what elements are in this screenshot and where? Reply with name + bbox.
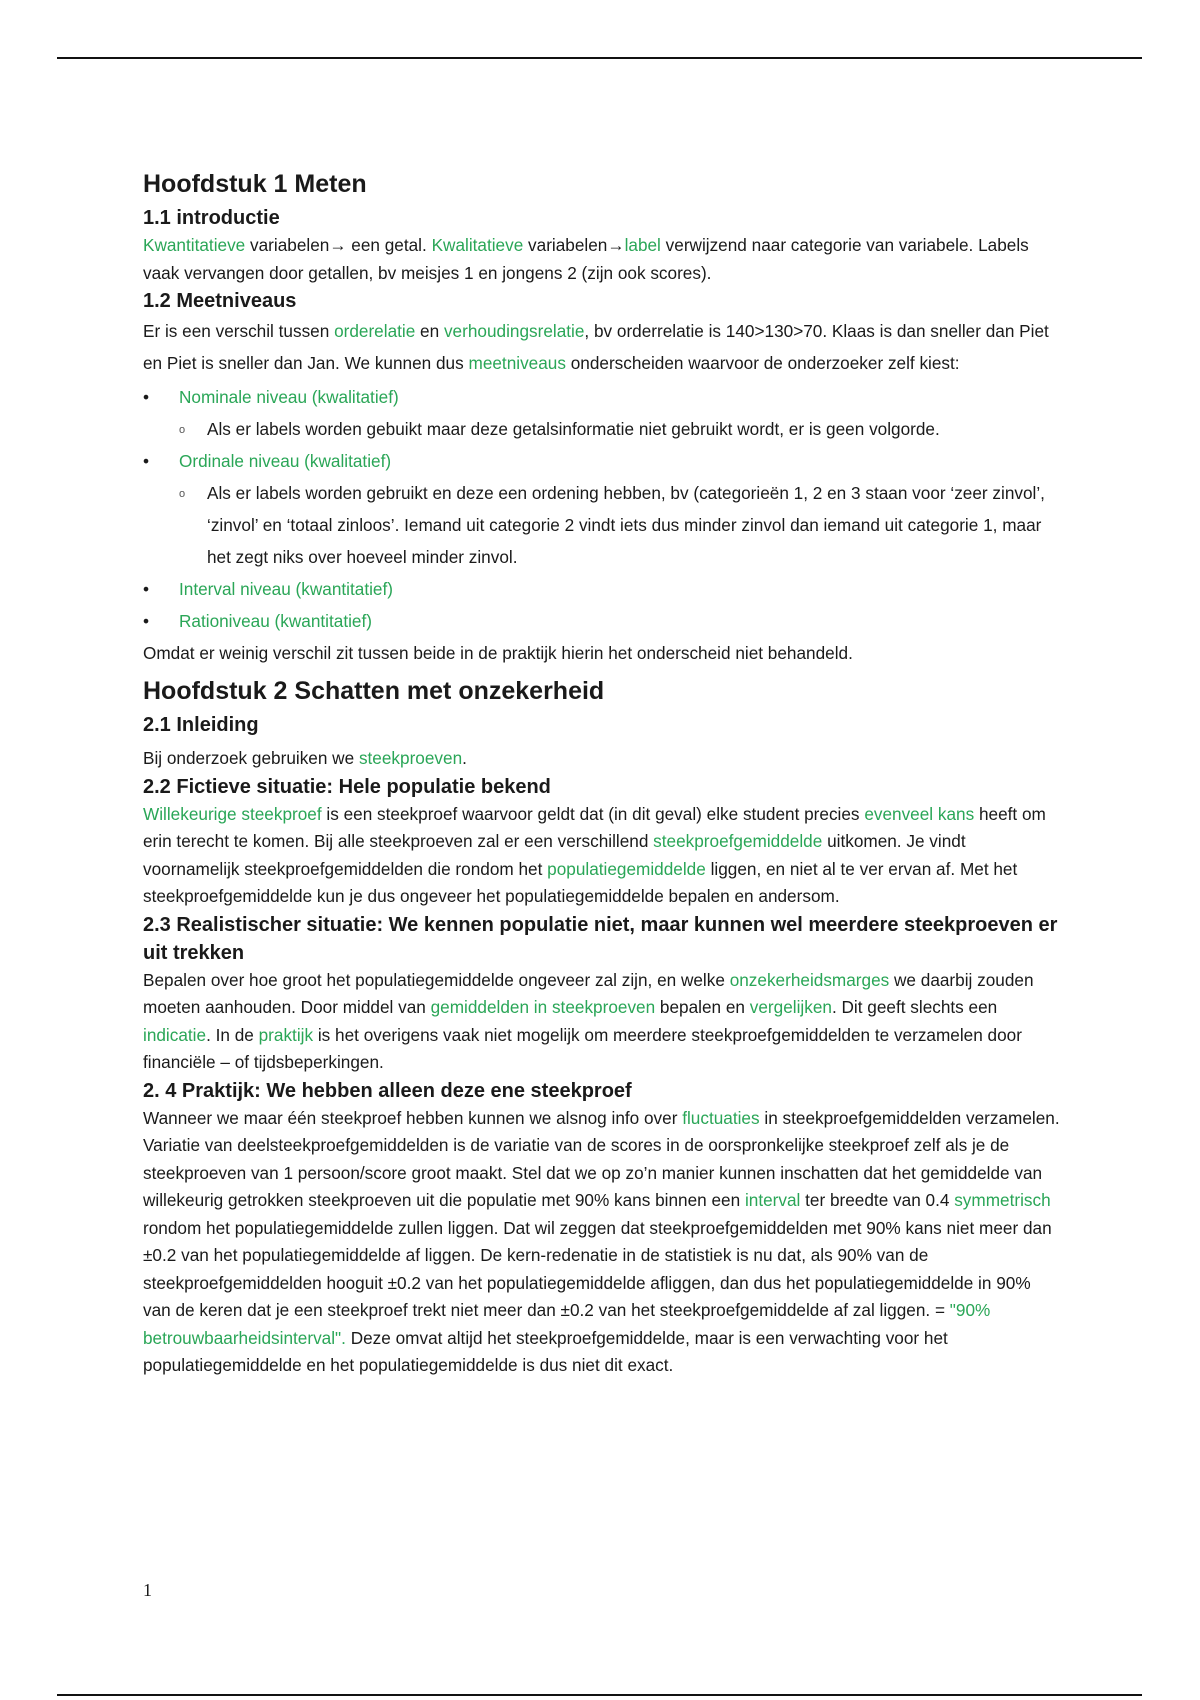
list-item	[143, 445, 1063, 573]
page-number: 1	[143, 1580, 152, 1600]
footer-rule	[57, 1694, 1142, 1696]
sub-list	[179, 413, 1063, 445]
term-evenveel-kans: evenveel kans	[864, 803, 975, 824]
section-2-1-text: Bij onderzoek gebruiken we steekproeven.	[143, 748, 467, 768]
section-2-3-heading: 2.3 Realistischer situatie: We kennen populatie niet, maar kunnen wel meerdere steekproeven er uit trekken	[143, 913, 1058, 964]
section-1-1-heading: 1.1 introductie	[143, 207, 280, 229]
section-1-2-text: Er is een verschil tussen orderelatie en verhoudingsrelatie, bv orderrelatie is 140>130>70. Klaas is dan sneller dan Piet en Piet is sneller dan Jan. We kunnen dus meetniveaus onderscheiden waarvoor de onderzoeker zelf kiest:	[143, 321, 1049, 373]
term-steekproefgemiddelde: steekproefgemiddelde	[653, 831, 823, 851]
list-item	[143, 381, 1063, 445]
term-indicatie: indicatie	[143, 1024, 207, 1045]
chapter-1-heading: Hoofdstuk 1 Meten	[143, 170, 367, 198]
section-1-2-after: Omdat er weinig verschil zit tussen beide in de praktijk hierin het onderscheid niet behandeld.	[143, 643, 853, 663]
section-1-2-heading: 1.2 Meetniveaus	[143, 290, 297, 312]
term-kwalitatieve: Kwalitatieve	[431, 235, 524, 255]
term-gemiddelden-in-steekproeven: gemiddelden in steekproeven	[430, 997, 656, 1017]
section-2-2-heading: 2.2 Fictieve situatie: Hele populatie bekend	[143, 775, 551, 798]
meetniveaus-list	[143, 381, 1063, 637]
header-rule	[57, 57, 1142, 59]
bullet-label-interval: Interval niveau (kwantitatief)	[179, 579, 393, 599]
sub-list-item: o Als er labels worden gebuikt maar deze getalsinformatie niet gebruikt wordt, er is geen volgorde.	[179, 413, 1063, 445]
term-betrouwbaarheidsinterval: "90% betrouwbaarheidsinterval".	[143, 1300, 991, 1348]
bullet-label-ratio: Rationiveau (kwantitatief)	[179, 611, 372, 631]
term-meetniveaus: meetniveaus	[468, 353, 566, 373]
sub-list-item: o Als er labels worden gebruikt en deze een ordening hebben, bv (categorieën 1, 2 en 3 staan voor ‘zeer zinvol’, ‘zinvol’ en ‘totaal zinloos’. Iemand uit categorie 2 vindt iets dus minder zinvol dan iemand uit categorie 1, maar het zegt niks over hoeveel minder zinvol.	[179, 477, 1063, 573]
term-steekproeven: steekproeven	[358, 748, 463, 768]
term-interval: interval	[744, 1190, 801, 1210]
term-kwantitatieve: Kwantitatieve	[143, 235, 246, 255]
section-2-4-heading: 2. 4 Praktijk: We hebben alleen deze ene steekproef	[143, 1079, 632, 1102]
term-onzekerheidsmarges: onzekerheidsmarges	[729, 969, 890, 990]
term-willekeurige-steekproef: Willekeurige steekproef	[143, 803, 322, 824]
list-item	[143, 605, 1063, 637]
section-2-1-heading: 2.1 Inleiding	[143, 714, 259, 736]
term-label: label	[624, 235, 661, 255]
term-vergelijken: vergelijken	[749, 997, 832, 1017]
term-populatiegemiddelde: populatiegemiddelde	[547, 858, 706, 879]
bullet-label-nominaal: Nominale niveau (kwalitatief)	[179, 387, 399, 407]
term-verhoudingsrelatie: verhoudingsrelatie	[443, 321, 585, 341]
bullet-label-ordinaal: Ordinale niveau (kwalitatief)	[179, 451, 392, 471]
term-symmetrisch: symmetrisch	[954, 1190, 1051, 1210]
section-1-1-text: Kwantitatieve variabelen→ een getal. Kwalitatieve variabelen→label verwijzend naar categorie van variabele. Labels vaak vervangen door getallen, bv meisjes 1 en jongens 2 (zijn ook scores).	[143, 235, 1029, 283]
sub-list	[179, 477, 1063, 573]
section-2-3-text: Bepalen over hoe groot het populatiegemiddelde ongeveer zal zijn, en welke onzekerheidsmarges we daarbij zouden moeten aanhouden. Door middel van gemiddelden in steekproeven bepalen en vergelijken. Dit geeft slechts een indicatie. In de praktijk is het overigens vaak niet mogelijk om meerdere steekproefgemiddelden te verzamelen door financiële – of tijdsbeperkingen.	[143, 969, 1034, 1072]
document-body	[143, 168, 1063, 1380]
term-orderelatie: orderelatie	[334, 321, 416, 341]
chapter-2-heading: Hoofdstuk 2 Schatten met onzekerheid	[143, 677, 605, 705]
term-fluctuaties: fluctuaties	[682, 1107, 760, 1128]
list-item	[143, 573, 1063, 605]
term-praktijk: praktijk	[258, 1024, 314, 1045]
section-2-2-text: Willekeurige steekproef is een steekproef waarvoor geldt dat (in dit geval) elke student precies evenveel kans heeft om erin terecht te komen. Bij alle steekproeven zal er een verschillend steekproefgemiddelde uitkomen. Je vindt voornamelijk steekproefgemiddelden die rondom het populatiegemiddelde liggen, en niet al te ver ervan af. Met het steekproefgemiddelde kun je dus ongeveer het populatiegemiddelde bepalen en andersom.	[143, 803, 1046, 906]
section-2-4-text: Wanneer we maar één steekproef hebben kunnen we alsnog info over fluctuaties in steekproefgemiddelden verzamelen. Variatie van deelsteekproefgemiddelden is de variatie van de scores in de oorspronkelijke steekproef zelf als je de steekproeven van 1 persoon/score groot maakt. Stel dat we op zo’n manier kunnen inschatten dat het gemiddelde van willekeurig getrokken steekproeven uit die populatie met 90% kans binnen een interval ter breedte van 0.4 symmetrisch rondom het populatiegemiddelde zullen liggen. Dat wil zeggen dat steekproefgemiddelden met 90% kans niet meer dan ±0.2 van het populatiegemiddelde af liggen. De kern-redenatie in de statistiek is nu dat, als 90% van de steekproefgemiddelden hooguit ±0.2 van het populatiegemiddelde afliggen, dan dus het populatiegemiddelde in 90% van de keren dat je een steekproef trekt niet meer dan ±0.2 van het steekproefgemiddelde af zal liggen. = "90% betrouwbaarheidsinterval". Deze omvat altijd het steekproefgemiddelde, maar is een verwachting voor het populatiegemiddelde en het populatiegemiddelde is dus niet dit exact.	[143, 1107, 1060, 1375]
